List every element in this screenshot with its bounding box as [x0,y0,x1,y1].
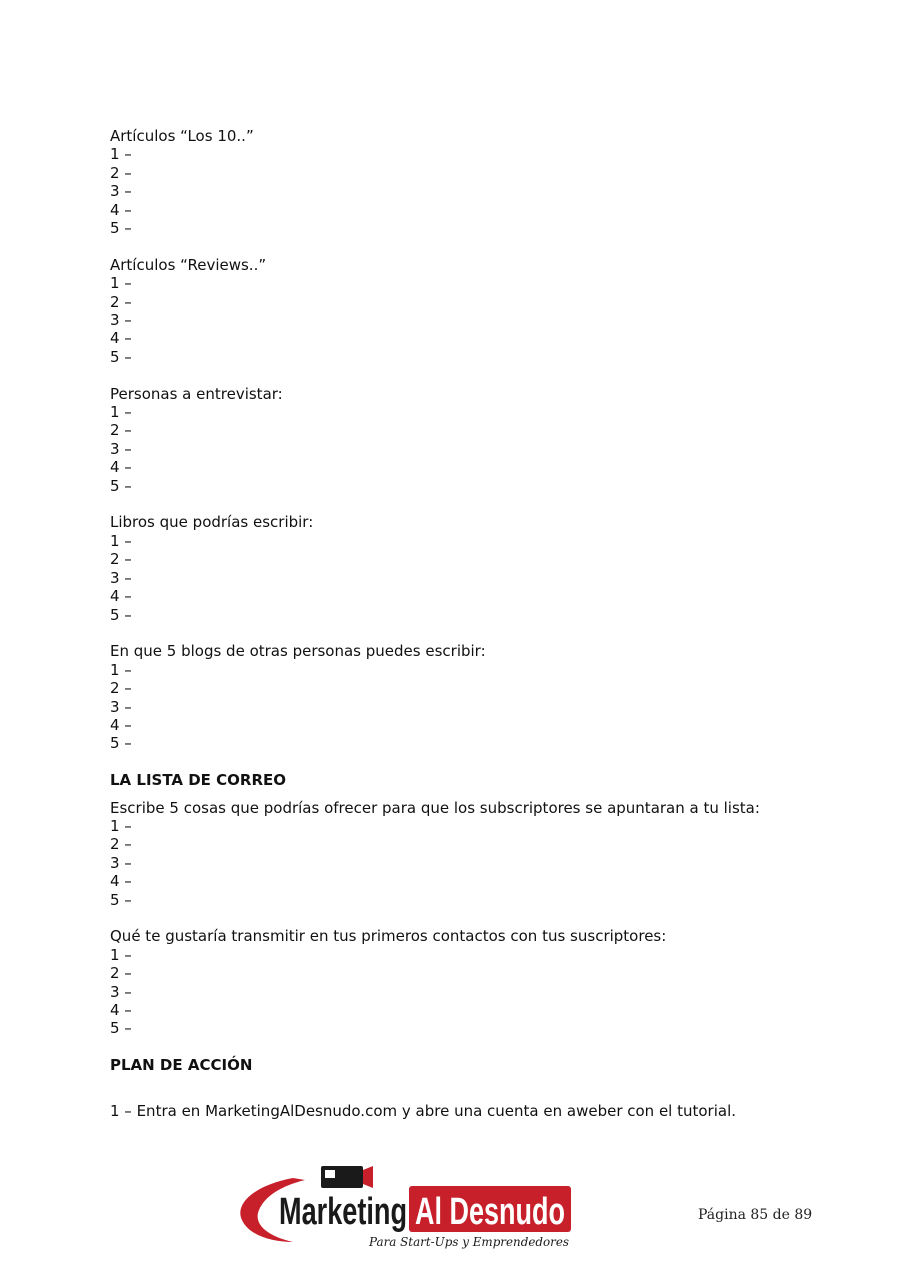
list-item: 1 – [110,660,132,679]
list-item: 5 – [110,605,132,624]
list-item: 4 – [110,329,132,348]
list-item: 3 – [110,311,132,330]
list-item: 4 – [110,200,132,219]
logo-tagline: Para Start-Ups y Emprendedores [368,1235,569,1249]
action-step: 1 – Entra en MarketingAlDesnudo.com y abre una cuenta en aweber con el tutorial. [110,1101,737,1120]
list-item: 1 – [110,145,132,164]
list-item: 2 – [110,835,132,854]
list-item: 3 – [110,439,132,458]
list-item: 2 – [110,679,132,698]
page-number: Página 85 de 89 [698,1207,813,1223]
list-item: 2 – [110,964,132,983]
list-item: 4 – [110,587,132,606]
logo-word-al-desnudo: Al Desnudo [415,1191,565,1233]
section-guest-blogs [110,642,810,752]
list-item: 5 – [110,1019,132,1038]
list-item: 4 – [110,715,132,734]
section-title: Qué te gustaría transmitir en tus primeros contactos con tus suscriptores: [110,927,667,946]
list-item: 2 – [110,292,132,311]
section-interviews [110,385,810,495]
list-item: 5 – [110,476,132,495]
list-item: 1 – [110,274,132,293]
marketing-al-desnudo-logo [233,1162,573,1252]
list-item: 4 – [110,1001,132,1019]
section-first-contacts [110,927,810,1037]
list-item: 3 – [110,182,132,201]
list-item: 2 – [110,550,132,569]
list-item: 1 – [110,945,132,964]
action-plan-heading: PLAN DE ACCIÓN [110,1056,253,1075]
list-item: 4 – [110,872,132,891]
list-item: 3 – [110,568,132,587]
document-body [110,127,810,1120]
list-item: 3 – [110,853,132,872]
list-item: 3 – [110,982,132,1001]
list-item: 1 – [110,816,132,835]
section-lead-magnets [110,799,810,909]
list-item: 5 – [110,347,132,366]
section-title: Personas a entrevistar: [110,384,283,403]
section-los-10 [110,127,810,237]
logo-word-marketing: Marketing [279,1191,407,1233]
section-title: Artículos “Reviews..” [110,255,267,274]
list-item: 2 – [110,163,132,182]
section-title: Libros que podrías escribir: [110,513,314,532]
section-books [110,513,810,623]
list-item: 1 – [110,531,132,550]
list-item: 4 – [110,458,132,477]
list-item: 5 – [110,890,132,909]
list-item: 3 – [110,697,132,716]
section-title: Artículos “Los 10..” [110,127,254,145]
list-item: 1 – [110,403,132,422]
section-reviews [110,256,810,366]
section-title: Escribe 5 cosas que podrías ofrecer para que los subscriptores se apuntaran a tu lista: [110,798,760,817]
list-item: 2 – [110,421,132,440]
mailing-list-heading: LA LISTA DE CORREO [110,771,287,790]
list-item: 5 – [110,734,132,753]
list-item: 5 – [110,219,132,238]
section-title: En que 5 blogs de otras personas puedes escribir: [110,642,486,661]
